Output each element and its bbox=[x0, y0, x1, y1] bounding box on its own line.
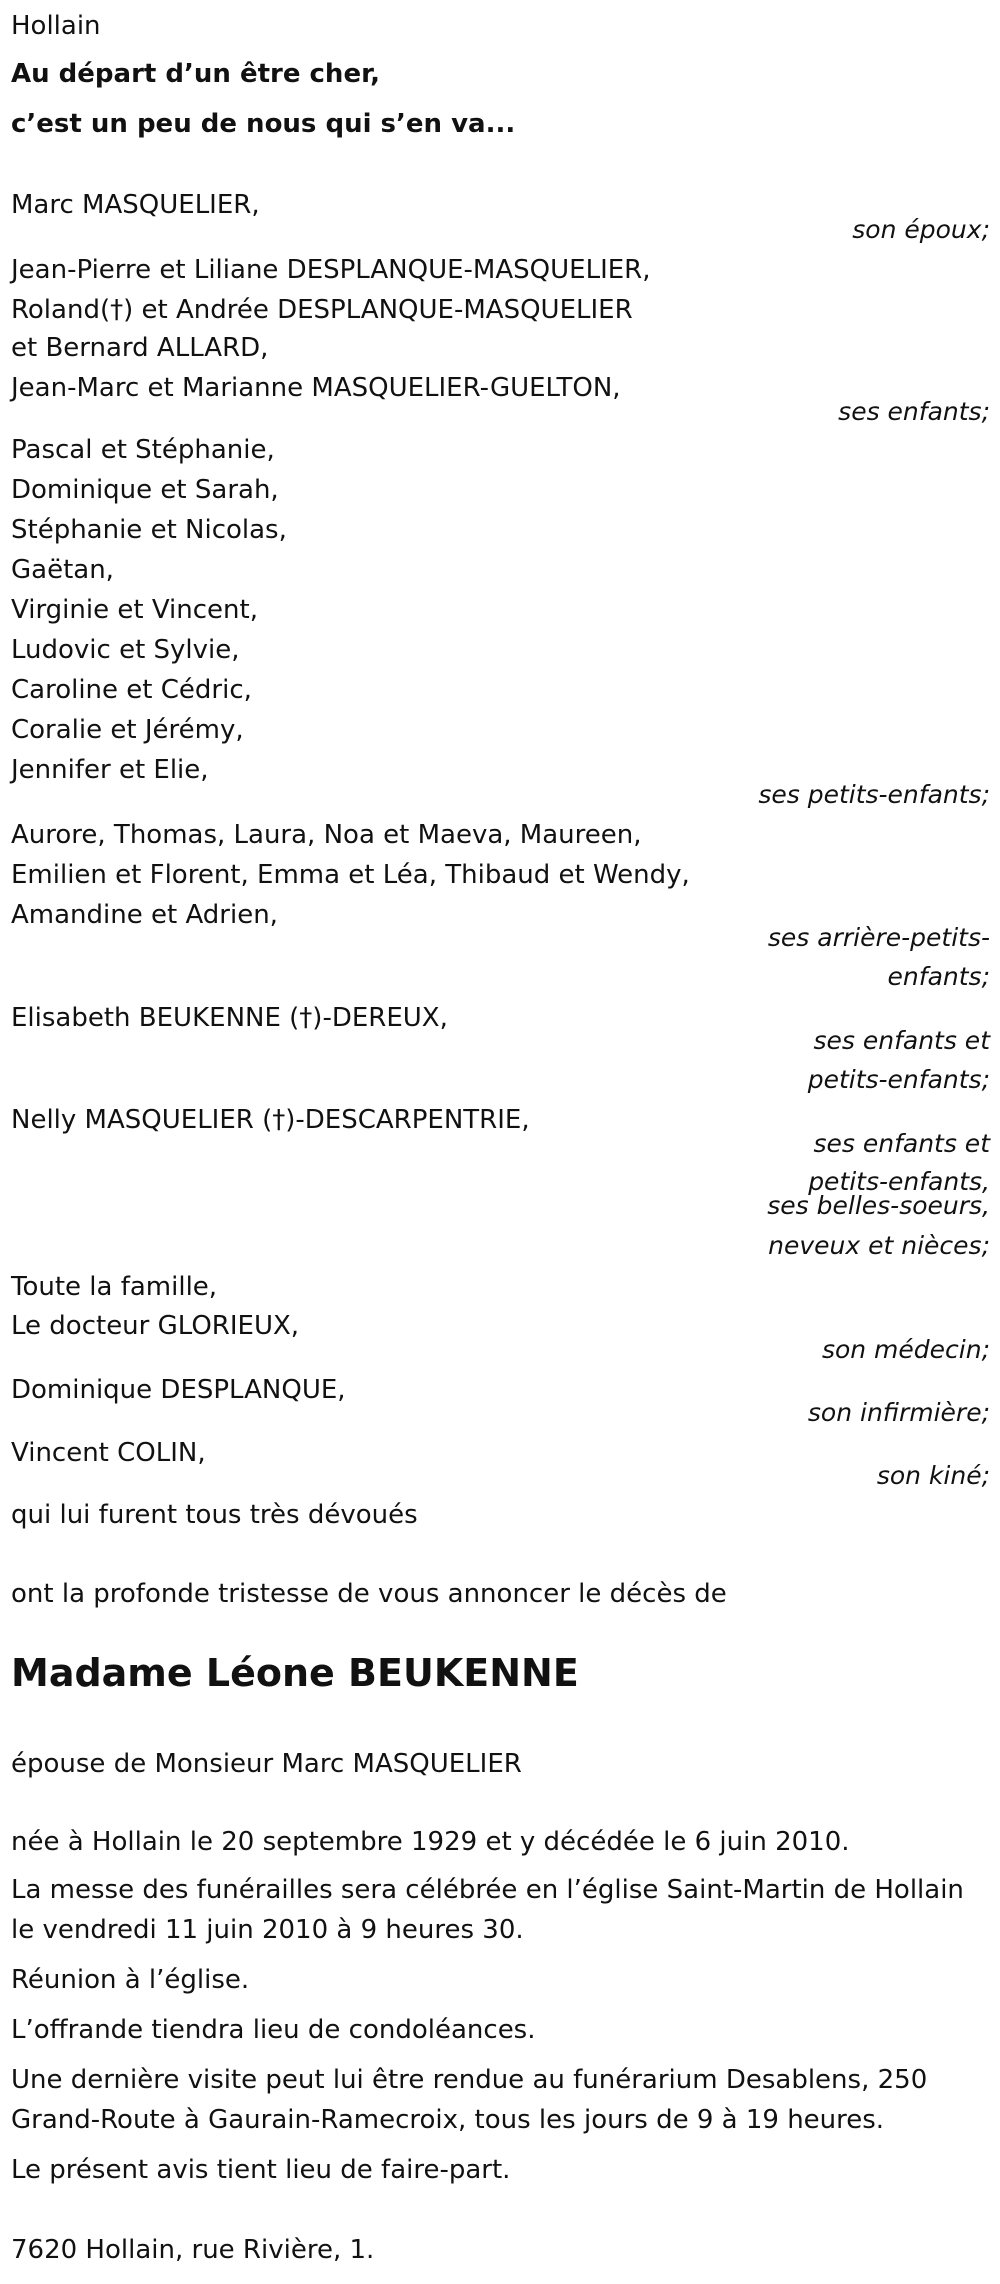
visit-line-2: Grand-Route à Gaurain-Ramecroix, tous les jours de 9 à 19 heures. bbox=[11, 2105, 885, 2135]
grandchildren-line-8: Coralie et Jérémy, bbox=[11, 715, 244, 745]
offering-line: L’offrande tiendra lieu de condoléances. bbox=[11, 2015, 536, 2045]
children-role: ses enfants; bbox=[838, 397, 990, 426]
elisabeth-role-line-2: petits-enfants; bbox=[807, 1065, 990, 1094]
grandchildren-line-1: Pascal et Stéphanie, bbox=[11, 435, 275, 465]
children-line-3: et Bernard ALLARD, bbox=[11, 333, 269, 363]
nelly-name: Nelly MASQUELIER (†)-DESCARPENTRIE, bbox=[11, 1105, 530, 1135]
grandchildren-role: ses petits-enfants; bbox=[758, 780, 990, 809]
deceased-name: Madame Léone BEUKENNE bbox=[11, 1651, 579, 1695]
verse-line-2: c’est un peu de nous qui s’en va... bbox=[11, 109, 516, 139]
doctor-role: son médecin; bbox=[821, 1335, 990, 1364]
children-line-1: Jean-Pierre et Liliane DESPLANQUE-MASQUELIER, bbox=[11, 255, 651, 285]
nelly-role-line-2: petits-enfants, bbox=[808, 1167, 990, 1196]
nurse-name: Dominique DESPLANQUE, bbox=[11, 1375, 346, 1405]
husband-name: Marc MASQUELIER, bbox=[11, 190, 260, 220]
birth-death-line: née à Hollain le 20 septembre 1929 et y décédée le 6 juin 2010. bbox=[11, 1827, 850, 1857]
visit-line-1: Une dernière visite peut lui être rendue au funérarium Desablens, 250 bbox=[11, 2065, 928, 2095]
grandchildren-line-2: Dominique et Sarah, bbox=[11, 475, 279, 505]
physio-role: son kiné; bbox=[876, 1461, 990, 1490]
grandchildren-line-3: Stéphanie et Nicolas, bbox=[11, 515, 287, 545]
elisabeth-role-line-1: ses enfants et bbox=[813, 1026, 990, 1055]
nurse-role: son infirmière; bbox=[807, 1398, 990, 1427]
grandchildren-line-9: Jennifer et Elie, bbox=[11, 755, 209, 785]
grandchildren-line-5: Virginie et Vincent, bbox=[11, 595, 258, 625]
nelly-role-line-1: ses enfants et bbox=[813, 1129, 990, 1158]
physio-name: Vincent COLIN, bbox=[11, 1438, 206, 1468]
place-heading: Hollain bbox=[11, 11, 101, 41]
great-grandchildren-line-2: Emilien et Florent, Emma et Léa, Thibaud et Wendy, bbox=[11, 860, 690, 890]
mass-line-1: La messe des funérailles sera célébrée en l’église Saint-Martin de Hollain bbox=[11, 1875, 964, 1905]
grandchildren-line-4: Gaëtan, bbox=[11, 555, 114, 585]
children-line-2: Roland(†) et Andrée DESPLANQUE-MASQUELIER bbox=[11, 295, 633, 325]
husband-role: son époux; bbox=[852, 215, 990, 244]
address-line: 7620 Hollain, rue Rivière, 1. bbox=[11, 2235, 375, 2265]
in-laws-role-line-2: neveux et nièces; bbox=[768, 1231, 990, 1260]
great-grandchildren-role-line-2: enfants; bbox=[887, 962, 990, 991]
whole-family: Toute la famille, bbox=[11, 1272, 218, 1302]
children-line-4: Jean-Marc et Marianne MASQUELIER-GUELTON, bbox=[11, 373, 621, 403]
mass-line-2: le vendredi 11 juin 2010 à 9 heures 30. bbox=[11, 1915, 524, 1945]
verse-line-1: Au départ d’un être cher, bbox=[11, 59, 380, 89]
announcement: ont la profonde tristesse de vous annoncer le décès de bbox=[11, 1579, 727, 1609]
spouse-line: épouse de Monsieur Marc MASQUELIER bbox=[11, 1749, 522, 1779]
great-grandchildren-role-line-1: ses arrière-petits- bbox=[767, 923, 990, 952]
devoted-line: qui lui furent tous très dévoués bbox=[11, 1500, 418, 1530]
in-laws-role-line-1: ses belles-soeurs, bbox=[767, 1191, 990, 1220]
meeting-line: Réunion à l’église. bbox=[11, 1965, 250, 1995]
notice-line: Le présent avis tient lieu de faire-part. bbox=[11, 2155, 511, 2185]
great-grandchildren-line-3: Amandine et Adrien, bbox=[11, 900, 278, 930]
grandchildren-line-7: Caroline et Cédric, bbox=[11, 675, 252, 705]
doctor-name: Le docteur GLORIEUX, bbox=[11, 1311, 300, 1341]
elisabeth-name: Elisabeth BEUKENNE (†)-DEREUX, bbox=[11, 1003, 448, 1033]
great-grandchildren-line-1: Aurore, Thomas, Laura, Noa et Maeva, Maureen, bbox=[11, 820, 642, 850]
grandchildren-line-6: Ludovic et Sylvie, bbox=[11, 635, 240, 665]
